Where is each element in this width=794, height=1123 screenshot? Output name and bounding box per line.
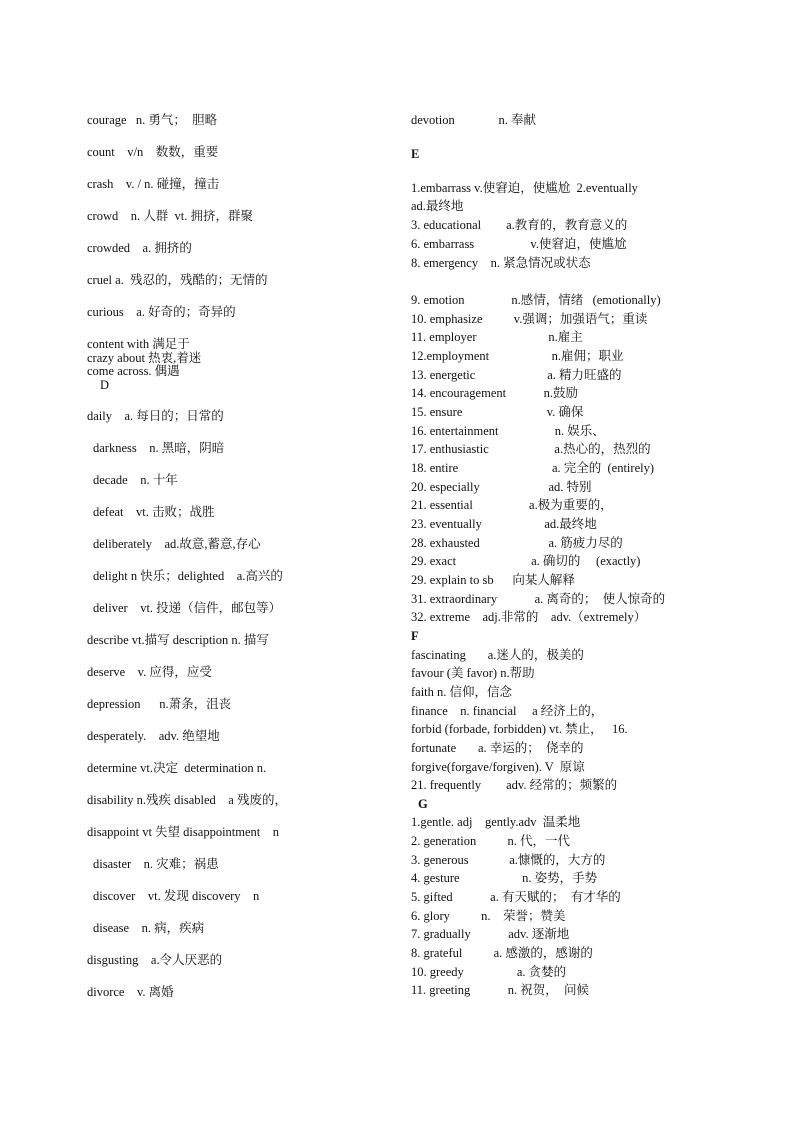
entry-cruel: cruel a. 残忍的，残酷的；无情的	[87, 273, 268, 287]
entry-entertainment: 16. entertainment n. 娱乐、	[411, 424, 605, 438]
entry-divorce: divorce v. 离婚	[87, 985, 174, 999]
entry-extraordinary: 31. extraordinary a. 离奇的； 使人惊奇的	[411, 592, 666, 606]
entry-embarrass: 6. embarrass v.使窘迫，使尴尬	[411, 237, 627, 251]
entry-defeat: defeat vt. 击败；战胜	[93, 505, 215, 519]
entry-emotion: 9. emotion n.感情，情绪 (emotionally)	[411, 293, 661, 307]
entry-disappoint: disappoint vt 失望 disappointment n	[87, 825, 280, 839]
entry-deliver: deliver vt. 投递（信件，邮包等）	[93, 601, 282, 615]
entry-educational: 3. educational a.教育的，教育意义的	[411, 218, 628, 232]
entry-greedy: 10. greedy a. 贪婪的	[411, 965, 567, 979]
entry-disability: disability n.残疾 disabled a 残废的，	[87, 793, 287, 807]
entry-faith: faith n. 信仰，信念	[411, 685, 513, 699]
entry-emergency: 8. emergency n. 紧急情况或状态	[411, 256, 591, 270]
entry-extreme: 32. extreme adj.非常的 adv.（extremely）	[411, 610, 647, 624]
entry-generation: 2. generation n. 代，一代	[411, 834, 571, 848]
entry-favour: favour (美 favor) n.帮助	[411, 666, 535, 680]
entry-grateful: 8. grateful a. 感激的，感谢的	[411, 946, 593, 960]
entry-determine: determine vt.决定 determination n.	[87, 761, 267, 775]
entry-employer: 11. employer n.雇主	[411, 330, 583, 344]
entry-finance: finance n. financial a 经济上的，	[411, 704, 604, 718]
entry-eventually-2: 23. eventually ad.最终地	[411, 517, 597, 531]
entry-essential: 21. essential a.极为重要的，	[411, 498, 613, 512]
entry-devotion: devotion n. 奉献	[411, 113, 536, 127]
entry-generous: 3. generous a.慷慨的，大方的	[411, 853, 606, 867]
entry-gradually: 7. gradually adv. 逐渐地	[411, 927, 570, 941]
entry-fascinating: fascinating a.迷人的，极美的	[411, 648, 584, 662]
entry-desperately: desperately. adv. 绝望地	[87, 729, 220, 743]
entry-delight: delight n 快乐；delighted a.高兴的	[93, 569, 283, 583]
entry-exhausted: 28. exhausted a. 筋疲力尽的	[411, 536, 623, 550]
entry-forbid: forbid (forbade, forbidden) vt. 禁止， 16.	[411, 722, 628, 736]
entry-employment: 12.employment n.雇佣；职业	[411, 349, 624, 363]
entry-daily: daily a. 每日的；日常的	[87, 409, 224, 423]
entry-ensure: 15. ensure v. 确保	[411, 405, 584, 419]
entry-crowded: crowded a. 拥挤的	[87, 241, 192, 255]
entry-crazy-about: crazy about 热衷,着迷	[87, 351, 202, 365]
entry-gentle: 1.gentle. adj gently.adv 温柔地	[411, 815, 581, 829]
entry-describe: describe vt.描写 description n. 描写	[87, 633, 269, 647]
entry-encouragement: 14. encouragement n.鼓励	[411, 386, 578, 400]
entry-energetic: 13. energetic a. 精力旺盛的	[411, 368, 622, 382]
entry-disease: disease n. 病，疾病	[93, 921, 205, 935]
entry-depression: depression n.萧条，沮丧	[87, 697, 232, 711]
entry-darkness: darkness n. 黑暗，阴暗	[93, 441, 225, 455]
entry-forgive: forgive(forgave/forgiven). V 原谅	[411, 760, 585, 774]
entry-enthusiastic: 17. enthusiastic a.热心的，热烈的	[411, 442, 651, 456]
entry-deserve: deserve v. 应得，应受	[87, 665, 212, 679]
entry-embarrass-eventually: 1.embarrass v.使窘迫，使尴尬 2.eventually	[411, 181, 638, 195]
entry-eventually-cont: ad.最终地	[411, 199, 464, 213]
section-letter-g: G	[418, 797, 428, 811]
entry-crowd: crowd n. 人群 vt. 拥挤，群聚	[87, 209, 253, 223]
entry-entire: 18. entire a. 完全的 (entirely)	[411, 461, 655, 475]
entry-discover: discover vt. 发现 discovery n	[93, 889, 260, 903]
entry-curious: curious a. 好奇的；奇异的	[87, 305, 236, 319]
entry-disaster: disaster n. 灾难；祸患	[93, 857, 219, 871]
entry-come-across: come across. 偶遇	[87, 364, 180, 378]
entry-emphasize: 10. emphasize v.强调；加强语气；重读	[411, 312, 648, 326]
entry-count: count v/n 数数，重要	[87, 145, 219, 159]
entry-decade: decade n. 十年	[93, 473, 178, 487]
entry-content-with: content with 满足于	[87, 337, 190, 351]
section-letter-f: F	[411, 629, 419, 643]
entry-gifted: 5. gifted a. 有天赋的； 有才华的	[411, 890, 621, 904]
entry-deliberately: deliberately ad.故意,蓄意,存心	[93, 537, 261, 551]
entry-explain: 29. explain to sb 向某人解释	[411, 573, 575, 587]
section-letter-d: D	[100, 378, 110, 392]
entry-greeting: 11. greeting n. 祝贺， 问候	[411, 983, 589, 997]
entry-crash: crash v. / n. 碰撞，撞击	[87, 177, 220, 191]
entry-gesture: 4. gesture n. 姿势，手势	[411, 871, 598, 885]
entry-courage: courage n. 勇气； 胆略	[87, 113, 218, 127]
entry-fortunate: fortunate a. 幸运的； 侥幸的	[411, 741, 584, 755]
entry-glory: 6. glory n. 荣誉；赞美	[411, 909, 566, 923]
entry-disgusting: disgusting a.令人厌恶的	[87, 953, 223, 967]
section-letter-e: E	[411, 147, 420, 161]
entry-frequently: 21. frequently adv. 经常的；频繁的	[411, 778, 618, 792]
entry-exact: 29. exact a. 确切的 (exactly)	[411, 554, 641, 568]
entry-especially: 20. especially ad. 特别	[411, 480, 592, 494]
